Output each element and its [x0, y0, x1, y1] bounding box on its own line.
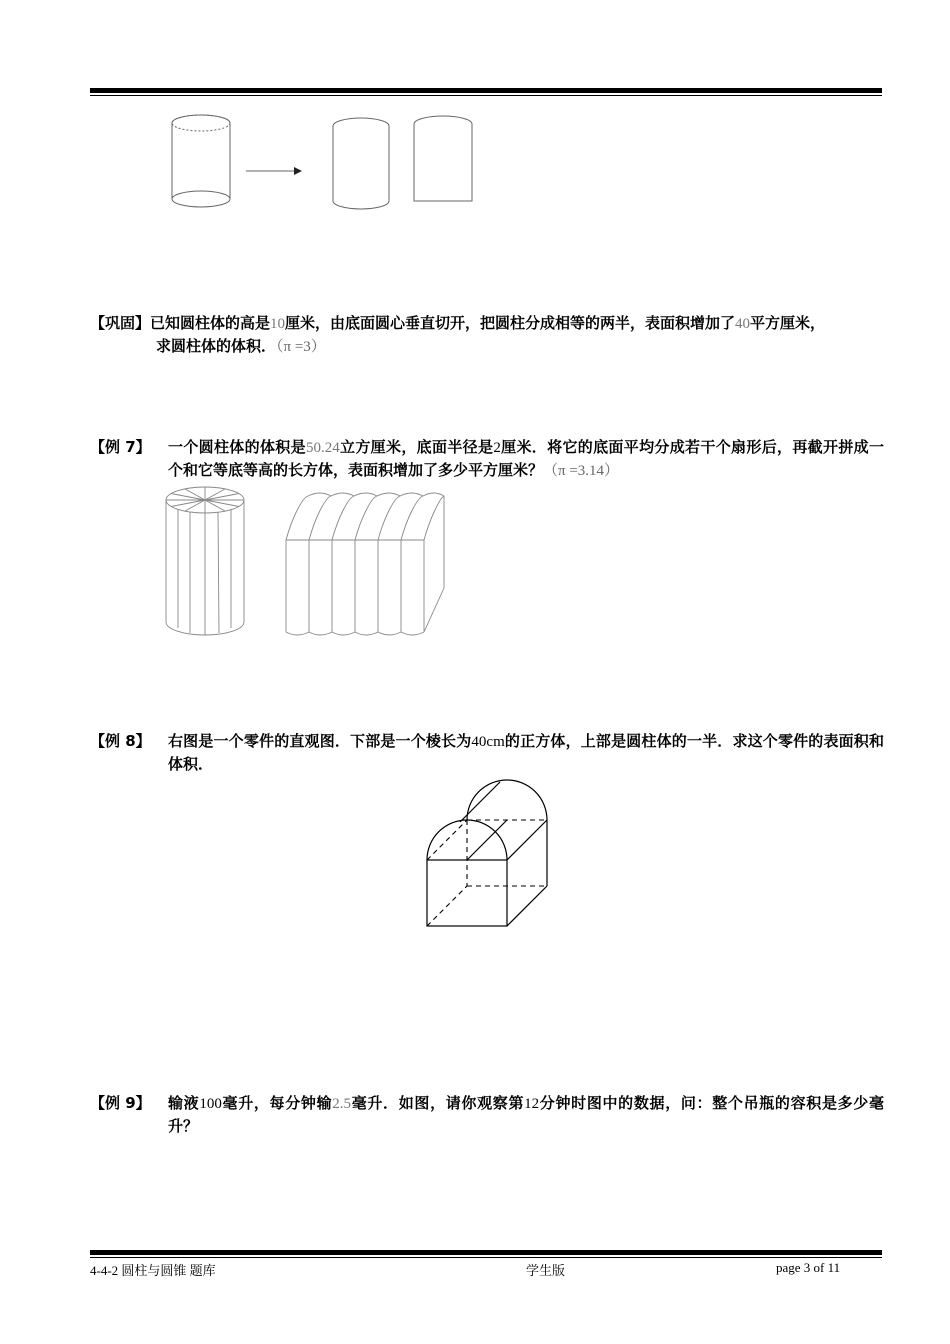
hidden-edges	[427, 820, 547, 926]
problem-text: 立方厘米，底面半径是	[339, 438, 494, 456]
cylinder-top-arc	[172, 115, 230, 123]
problem-example-9	[90, 1092, 884, 1137]
problem-text: 右图是一个零件的直观图．下部是一个棱长为	[168, 732, 472, 750]
sector-cylinder	[166, 487, 244, 635]
problem-text: 分钟时图中的数据，问：整个吊瓶的容积是多少毫升？	[168, 1094, 884, 1135]
problem-consolidate	[90, 312, 884, 358]
problem-text: 毫升．如图，请你观察第	[351, 1094, 525, 1112]
problem-text: 平方厘米，	[750, 314, 826, 332]
header-rule	[90, 88, 882, 96]
footer-center: 学生版	[526, 1263, 566, 1278]
cylinder-bottom-ellipse	[172, 191, 230, 207]
value-area: 40	[735, 316, 751, 332]
sector-cylinder-figure	[160, 482, 460, 642]
problem-example-8	[90, 730, 884, 775]
problem-example-7	[90, 436, 884, 482]
problem-text: 一个圆柱体的体积是	[168, 438, 306, 456]
back-semicircle	[467, 780, 547, 820]
footer-rule	[90, 1250, 882, 1258]
value-height: 10	[270, 316, 286, 332]
cube-half-cylinder-figure	[420, 778, 560, 930]
problem-tag: 【例 8】	[90, 732, 151, 750]
problem-tag: 【例 9】	[90, 1094, 151, 1112]
cylinder-halves-figure	[160, 108, 490, 218]
problem-text: 求圆柱体的体积．	[156, 337, 277, 355]
value-edge-length: 40cm	[471, 734, 505, 750]
footer-left: 4-4-2 圆柱与圆锥 题库	[90, 1263, 216, 1278]
rearranged-cuboid	[286, 493, 444, 635]
value-radius: 2	[493, 440, 501, 456]
problem-text: 毫升，每分钟输	[221, 1094, 333, 1112]
pi-note: （π =3）	[276, 339, 326, 355]
problem-text: 的正方体，上部是圆柱体的一半．求这个零件的表面积和体积．	[168, 732, 884, 773]
half-cylinder-b	[414, 116, 472, 201]
value-rate: 2.5	[332, 1096, 352, 1112]
page-footer	[90, 1260, 882, 1280]
footer-right: page 3 of 11	[776, 1260, 841, 1275]
problem-tag: 【巩固】	[90, 314, 151, 332]
problem-text: 输液	[168, 1094, 200, 1112]
value-minute: 12	[524, 1096, 540, 1112]
value-total: 100	[199, 1096, 222, 1112]
problem-text: 已知圆柱体的高是	[150, 314, 271, 332]
problem-text: 厘米，由底面圆心垂直切开，把圆柱分成相等的两半，表面积增加了	[285, 314, 736, 332]
arrow-head	[294, 167, 302, 175]
problem-tag: 【例 7】	[90, 438, 151, 456]
half-cylinder-a	[333, 118, 389, 209]
pi-note: （π =3.14）	[543, 463, 620, 479]
value-volume: 50.24	[305, 440, 340, 456]
problem-text: 厘米．将它的底面平均分成若干个扇形后，再截开拼成一个和它等底等高的长方体，表面积增加了多少平方厘米？	[168, 438, 884, 479]
